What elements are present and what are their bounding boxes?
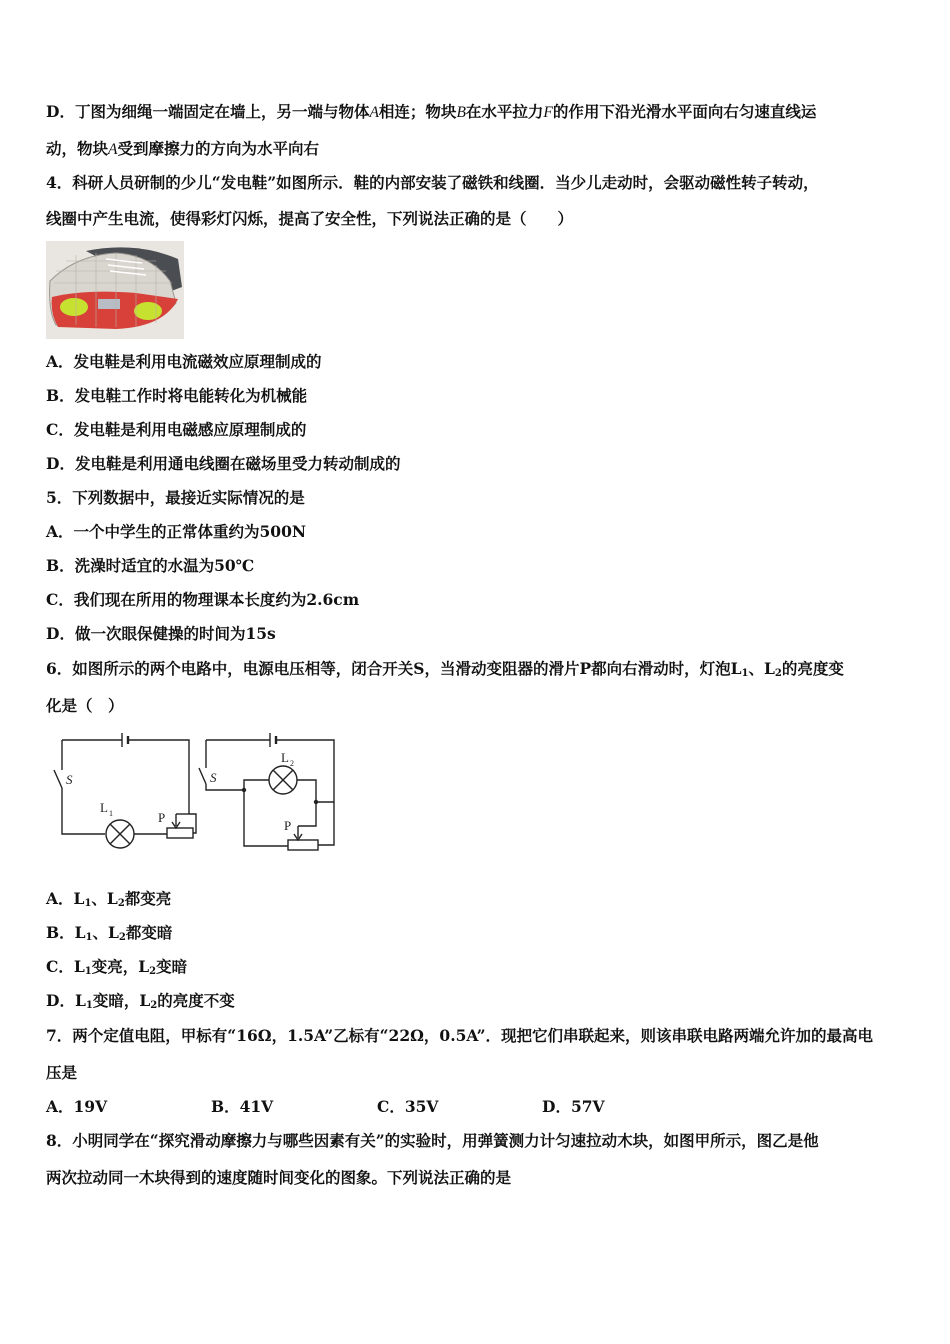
wire xyxy=(244,780,269,790)
var-a: A xyxy=(108,141,118,158)
q4-option-b: B．发电鞋工作时将电能转化为机械能 xyxy=(46,386,308,405)
q6-text: 、L xyxy=(748,659,775,678)
q5-option-d: D．做一次眼保健操的时间为15s xyxy=(46,624,276,643)
q7-stem-line1: 7．两个定值电阻，甲标有“16Ω，1.5A”乙标有“22Ω，0.5A”．现把它们串联起来，则该串联电路两端允许加的最高电 xyxy=(46,1026,873,1045)
switch-s-left xyxy=(54,770,62,788)
circuit-diagrams xyxy=(48,726,344,852)
q3-text: 相连；物块 xyxy=(378,102,457,121)
q5-option-c: C．我们现在所用的物理课本长度约为2.6cm xyxy=(46,590,360,609)
wire xyxy=(62,788,105,834)
label-p-right: P xyxy=(284,818,292,833)
q6-text: A．L xyxy=(46,889,85,908)
q3-option-d-line1 xyxy=(46,102,816,123)
power-shoe-photo xyxy=(46,241,184,339)
subscript: 1 xyxy=(84,898,92,909)
green-coil-right xyxy=(134,302,162,320)
var-a: A xyxy=(369,104,379,121)
var-b: B xyxy=(456,104,466,121)
q6-text: 的亮度不变 xyxy=(157,991,235,1010)
q3-text: 在水平拉力 xyxy=(465,102,544,121)
q6-option-c xyxy=(46,957,187,982)
q6-text: 变暗，L xyxy=(92,991,151,1010)
q4-stem-line2: 线圈中产生电流，使得彩灯闪烁，提高了安全性，下列说法正确的是（ ） xyxy=(46,209,574,228)
q7-stem-line2: 压是 xyxy=(46,1063,78,1082)
q4-option-d: D．发电鞋是利用通电线圈在磁场里受力转动制成的 xyxy=(46,454,401,473)
q3-text: 动，物块 xyxy=(46,139,109,158)
rheostat-left xyxy=(167,828,193,838)
subscript: 1 xyxy=(85,1000,93,1011)
q8-stem-line2: 两次拉动同一木块得到的速度随时间变化的图象。下列说法正确的是 xyxy=(46,1168,512,1187)
q6-text: C．L xyxy=(46,957,85,976)
wire xyxy=(128,740,189,814)
q5-option-b: B．洗澡时适宜的水温为50℃ xyxy=(46,556,255,575)
q3-text: 受到摩擦力的方向为水平向右 xyxy=(117,139,319,158)
wire xyxy=(297,780,334,802)
q3-text: 的作用下沿光滑水平面向右匀速直线运 xyxy=(552,102,817,121)
q6-text: 变暗 xyxy=(156,957,188,976)
q4-option-a: A．发电鞋是利用电流磁效应原理制成的 xyxy=(46,352,322,371)
q6-option-a xyxy=(46,889,171,914)
q6-text: 、L xyxy=(91,889,118,908)
label-s-right: S xyxy=(210,770,217,785)
label-s-left: S xyxy=(66,772,73,787)
var-f: F xyxy=(543,104,553,121)
subscript: 2 xyxy=(117,898,125,909)
q3-text: D．丁图为细绳一端固定在墙上，另一端与物体 xyxy=(46,102,370,121)
q4-option-c: C．发电鞋是利用电磁感应原理制成的 xyxy=(46,420,307,439)
subscript: 2 xyxy=(118,932,126,943)
switch-s-right xyxy=(199,768,206,784)
q6-option-d xyxy=(46,991,235,1016)
q4-stem-line1: 4．科研人员研制的少儿“发电鞋”如图所示．鞋的内部安装了磁铁和线圈．当少儿走动时，会驱动磁性转子转动， xyxy=(46,173,819,192)
q5-option-a: A．一个中学生的正常体重约为500N xyxy=(46,522,307,541)
label-l2-sub: 2 xyxy=(290,759,294,768)
q6-text: 变亮，L xyxy=(91,957,150,976)
label-l2: L xyxy=(281,750,289,765)
subscript: 1 xyxy=(85,932,93,943)
q5-stem: 5．下列数据中，最接近实际情况的是 xyxy=(46,488,305,507)
q6-text: 都变暗 xyxy=(125,923,173,942)
q6-text: 6．如图所示的两个电路中，电源电压相等，闭合开关S，当滑动变阻器的滑片P都向右滑动时，灯泡L xyxy=(46,659,742,678)
q7-option-a: A．19V xyxy=(46,1097,108,1116)
label-p-left: P xyxy=(158,810,166,825)
q7-option-c: C．35V xyxy=(377,1097,439,1116)
label-l1-sub: 1 xyxy=(109,809,113,818)
q6-text: 都变亮 xyxy=(124,889,172,908)
q6-option-b xyxy=(46,923,172,948)
wire xyxy=(318,802,334,845)
q6-text: D．L xyxy=(46,991,86,1010)
subscript: 2 xyxy=(149,966,157,977)
q8-stem-line1: 8．小明同学在“探究滑动摩擦力与哪些因素有关”的实验时，用弹簧测力计匀速拉动木块，如图甲所示，图乙是他 xyxy=(46,1131,819,1150)
wire xyxy=(244,790,288,846)
q6-text: B．L xyxy=(46,923,86,942)
q6-stem-line2: 化是（ ） xyxy=(46,696,124,715)
q6-text: 、L xyxy=(92,923,119,942)
q6-stem-line1 xyxy=(46,659,844,684)
q6-text: 的亮度变 xyxy=(781,659,844,678)
subscript: 1 xyxy=(741,668,749,679)
label-l1: L xyxy=(100,800,108,815)
subscript: 2 xyxy=(150,1000,158,1011)
q7-option-d: D．57V xyxy=(542,1097,605,1116)
q3-option-d-line2 xyxy=(46,139,319,160)
generator-module xyxy=(98,299,120,309)
rheostat-right xyxy=(288,840,318,850)
subscript: 2 xyxy=(774,668,782,679)
green-coil-left xyxy=(60,298,88,316)
subscript: 1 xyxy=(84,966,92,977)
q7-option-b: B．41V xyxy=(211,1097,274,1116)
